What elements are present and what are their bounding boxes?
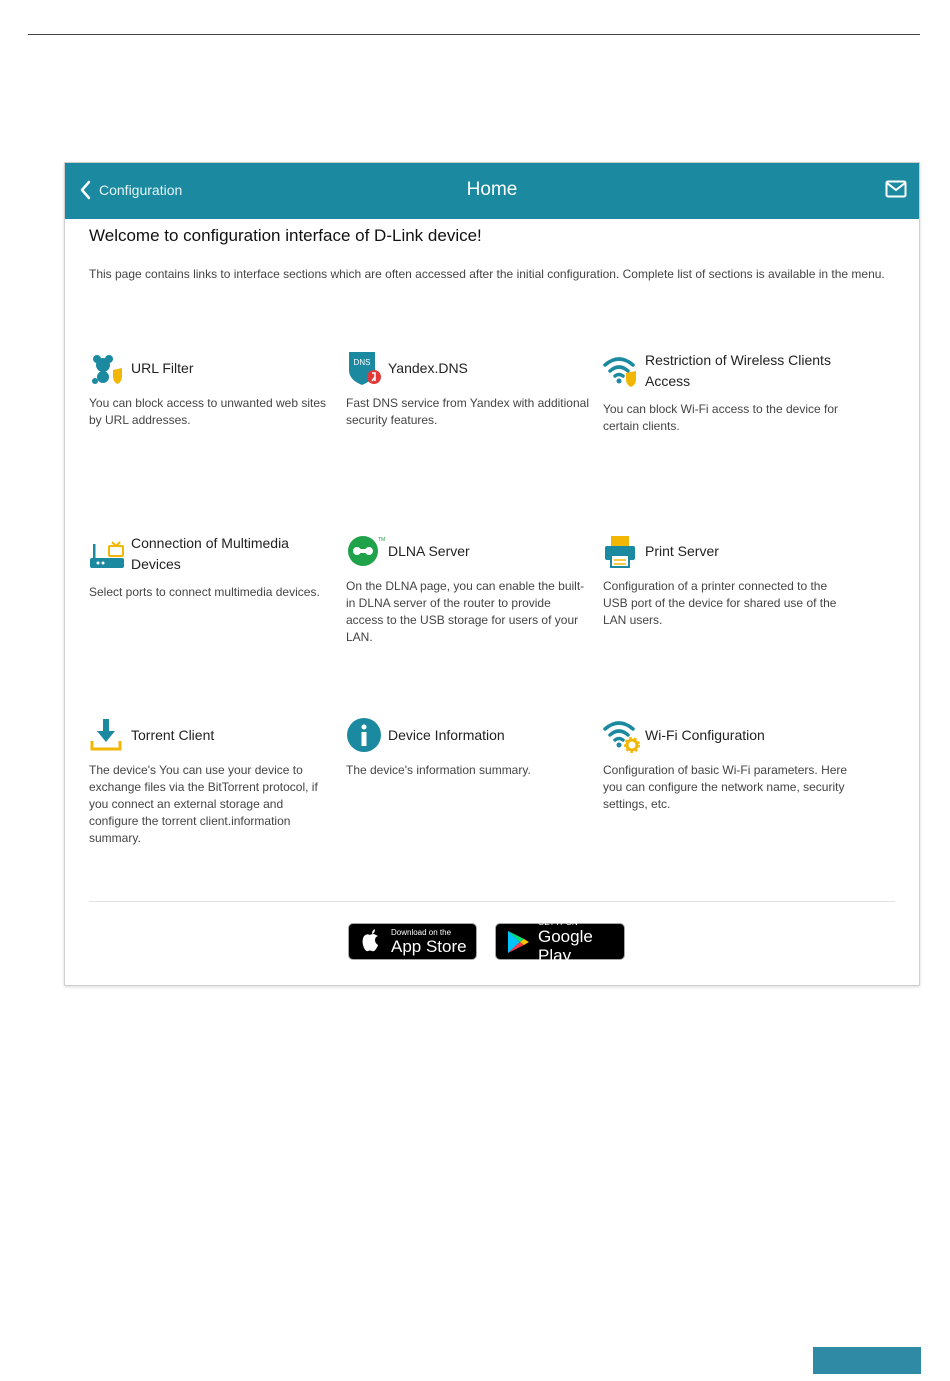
intro-text: This page contains links to interface sections which are often accessed after the initial configuration. Complete list of sections is available in the menu. — [89, 267, 885, 281]
card-title: DLNA Server — [388, 542, 470, 559]
card-title: Device Information — [388, 726, 505, 743]
card-yandex-dns[interactable] — [346, 350, 591, 429]
card-dlna[interactable] — [346, 533, 591, 646]
ui-frame — [64, 162, 920, 986]
info-icon — [346, 717, 382, 753]
mail-button[interactable] — [885, 180, 907, 203]
card-description: The device's information summary. — [346, 763, 531, 777]
app-store-label: App Store — [391, 936, 467, 956]
google-play-small-text: GET IT ON — [538, 918, 578, 927]
page-footer-bar — [813, 1347, 921, 1374]
app-store-button[interactable] — [348, 923, 477, 960]
yandex-dns-icon — [346, 350, 382, 386]
card-title: Wi-Fi Configuration — [645, 726, 765, 743]
url-filter-icon — [89, 350, 125, 386]
download-icon — [89, 717, 125, 753]
svg-text:TM: TM — [378, 537, 386, 543]
card-multimedia[interactable] — [89, 533, 334, 601]
card-title: Restriction of Wireless Clients Access — [645, 352, 831, 389]
card-title: Yandex.DNS — [388, 359, 468, 376]
app-store-small-text: Download on the — [391, 927, 452, 937]
page-top-rule — [28, 34, 920, 35]
google-play-button[interactable] — [495, 918, 625, 965]
card-title: Connection of Multimedia Devices — [131, 535, 289, 572]
card-title: URL Filter — [131, 359, 194, 376]
card-description: On the DLNA page, you can enable the built-in DLNA server of the router to provide access to the USB storage for users of your LAN. — [346, 579, 585, 644]
card-print-server[interactable] — [603, 533, 848, 629]
envelope-icon — [885, 180, 907, 198]
wifi-gear-icon — [603, 717, 639, 753]
card-wifi-configuration[interactable] — [603, 717, 848, 813]
printer-icon — [603, 533, 639, 569]
card-description: The device's You can use your device to exchange files via the BitTorrent protocol, if you connect an external storage and configure the torrent client.information summary. — [89, 763, 318, 845]
card-title: Print Server — [645, 542, 719, 559]
card-url-filter[interactable] — [89, 350, 334, 429]
footer-divider — [89, 901, 895, 902]
card-torrent-client[interactable] — [89, 717, 334, 847]
card-wireless-restriction[interactable] — [603, 350, 848, 435]
wifi-shield-icon — [603, 353, 639, 389]
back-label: Configuration — [99, 182, 183, 198]
google-play-label: Google Play — [538, 927, 593, 965]
card-description: Fast DNS service from Yandex with additional security features. — [346, 396, 589, 427]
card-description: You can block access to unwanted web sites by URL addresses. — [89, 396, 327, 427]
card-device-information[interactable] — [346, 717, 591, 779]
card-description: Configuration of a printer connected to the USB port of the device for shared use of the LAN users. — [603, 579, 837, 627]
dns-icon-text: DNS — [353, 358, 371, 367]
page-title: Home — [466, 179, 518, 200]
card-description: Select ports to connect multimedia devices. — [89, 585, 320, 599]
card-title: Torrent Client — [131, 726, 215, 743]
apple-icon — [357, 927, 387, 957]
header-bar — [65, 163, 919, 219]
dlna-icon — [346, 533, 386, 569]
welcome-heading: Welcome to configuration interface of D-Link device! — [89, 226, 482, 245]
card-description: Configuration of basic Wi-Fi parameters. Here you can configure the network name, security settings, etc. — [603, 763, 848, 811]
multimedia-router-icon — [89, 536, 125, 572]
google-play-icon — [504, 928, 532, 956]
card-description: You can block Wi-Fi access to the device for certain clients. — [603, 402, 838, 433]
